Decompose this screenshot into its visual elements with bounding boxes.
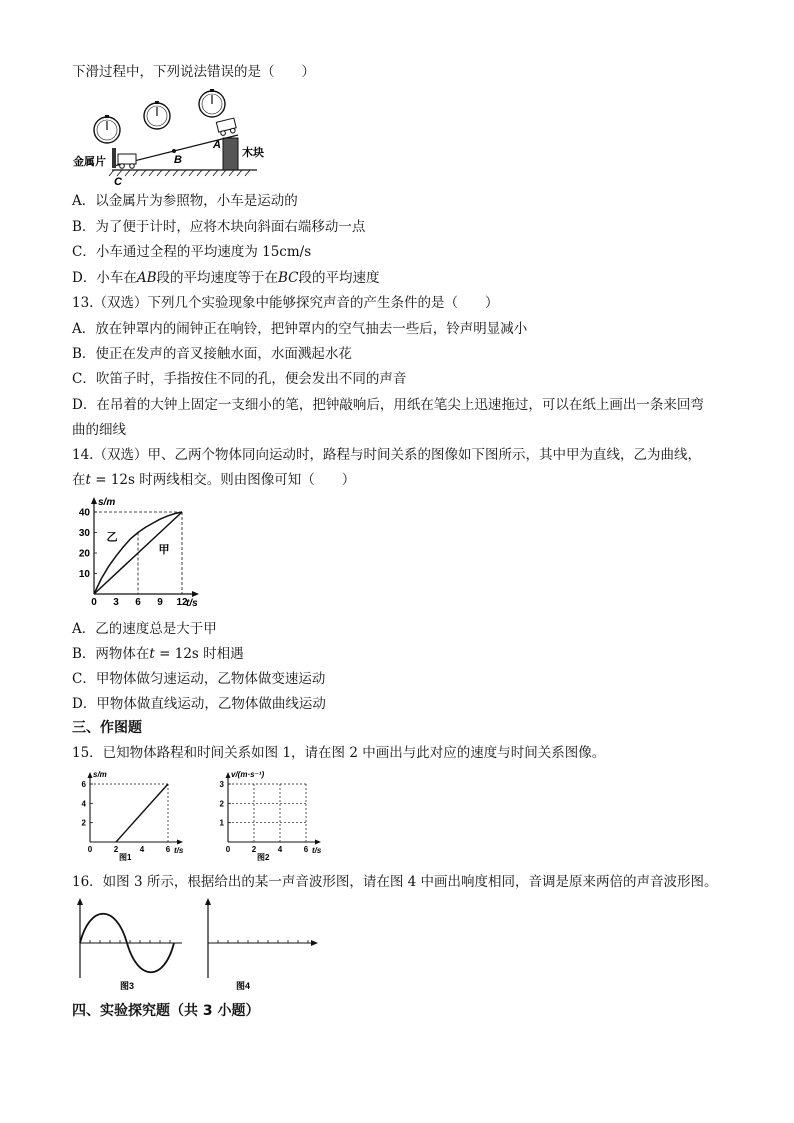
q13-option-a: A．放在钟罩内的闹钟正在响铃，把钟罩内的空气抽去一些后，铃声明显减小 bbox=[72, 321, 528, 337]
q14-option-a: A．乙的速度总是大于甲 bbox=[72, 621, 217, 637]
q14-distance-time-chart bbox=[72, 494, 202, 609]
q16-figure-3-waveform bbox=[72, 896, 192, 992]
section-4-heading: 四、实验探究题（共 3 小题） bbox=[72, 1003, 260, 1019]
x-axis-label: t/s bbox=[312, 846, 322, 855]
x-tick-label: 12 bbox=[176, 597, 188, 608]
x-tick-label: 4 bbox=[277, 845, 283, 854]
y-tick-label: 4 bbox=[81, 799, 86, 809]
x-tick-label: 2 bbox=[251, 845, 257, 854]
q14-option-c: C．甲物体做匀速运动，乙物体做变速运动 bbox=[72, 671, 326, 687]
y-tick-label: 2 bbox=[81, 818, 86, 828]
x-tick-label: 0 bbox=[91, 597, 97, 608]
q12-stem-tail: 下滑过程中，下列说法错误的是（ ） bbox=[72, 64, 315, 80]
section-3-heading: 三、作图题 bbox=[72, 720, 142, 736]
wood-block bbox=[223, 138, 238, 170]
q14-option-b: B．两物体在t = 12s 时相遇 bbox=[72, 646, 244, 662]
cart-bottom bbox=[118, 154, 136, 168]
cart-top bbox=[216, 118, 237, 136]
q16-figure-4-axes bbox=[200, 896, 325, 992]
q15-figure-2-chart bbox=[210, 768, 335, 863]
x-tick-label: 6 bbox=[165, 845, 171, 854]
x-axis-arrow bbox=[177, 840, 183, 845]
fig4-caption: 图4 bbox=[236, 981, 251, 991]
x-axis-arrow bbox=[315, 840, 321, 845]
fig3-caption: 图3 bbox=[120, 981, 135, 991]
label-block: 木块 bbox=[242, 147, 264, 159]
x-tick-label: 0 bbox=[225, 845, 231, 854]
y-axis-arrow bbox=[226, 772, 231, 778]
x-tick-label: 6 bbox=[303, 845, 309, 854]
q13-option-d-line1: D．在吊着的大钟上固定一支细小的笔，把钟敲响后，用纸在笔尖上迅速拖过，可以在纸上画出一条来回弯 bbox=[72, 397, 704, 413]
x-tick-label: 6 bbox=[135, 597, 141, 608]
y-tick-label: 30 bbox=[78, 528, 90, 539]
point-b-dot bbox=[172, 149, 176, 153]
q16-stem: 16．如图 3 所示，根据给出的某一声音波形图，请在图 4 中画出响度相同，音调是原来两倍的声音波形图。 bbox=[72, 874, 718, 890]
label-b: B bbox=[174, 154, 182, 166]
q14-option-d: D．甲物体做直线运动，乙物体做曲线运动 bbox=[72, 696, 326, 712]
q12-option-c: C．小车通过全程的平均速度为 15cm/s bbox=[72, 244, 312, 260]
series-yi-label: 乙 bbox=[106, 531, 118, 544]
q15-stem: 15．已知物体路程和时间关系如图 1，请在图 2 中画出与此对应的速度与时间关系图像。 bbox=[72, 745, 606, 761]
q12-option-d: D．小车在AB段的平均速度等于在BC段的平均速度 bbox=[72, 270, 380, 286]
y-tick-label: 1 bbox=[219, 818, 224, 828]
q13-option-b: B．使正在发声的音叉接触水面，水面溅起水花 bbox=[72, 346, 352, 362]
y-tick-label: 40 bbox=[78, 507, 90, 519]
figure-caption: 图1 bbox=[119, 853, 132, 862]
y-tick-label: 10 bbox=[78, 569, 90, 580]
q12-option-b: B．为了便于计时，应将木块向斜面右端移动一点 bbox=[72, 219, 366, 235]
x-tick-label: 2 bbox=[113, 845, 119, 854]
y-axis-arrow bbox=[88, 772, 93, 778]
stopwatch-2 bbox=[144, 101, 170, 129]
figure-caption: 图2 bbox=[257, 853, 270, 862]
q13-stem: 13.（双选）下列几个实验现象中能够探究声音的产生条件的是（ ） bbox=[72, 295, 499, 311]
q12-option-a: A．以金属片为参照物，小车是运动的 bbox=[72, 193, 298, 209]
y-axis-label: v/(m·s⁻¹) bbox=[231, 770, 265, 779]
label-c: C bbox=[114, 176, 122, 188]
label-a: A bbox=[213, 139, 221, 151]
q15-figure-1-chart bbox=[72, 768, 197, 863]
y-tick-label: 20 bbox=[78, 548, 90, 560]
x-tick-label: 0 bbox=[87, 845, 93, 854]
x-tick-label: 4 bbox=[139, 845, 145, 854]
q13-option-c: C．吹笛子时，手指按住不同的孔，便会发出不同的声音 bbox=[72, 371, 407, 387]
q14-stem-line2: 在t = 12s 时两线相交。则由图像可知（ ） bbox=[72, 472, 356, 488]
series-jia-label: 甲 bbox=[158, 544, 170, 556]
x-axis-arrow bbox=[192, 591, 199, 597]
y-tick-label: 2 bbox=[219, 799, 224, 809]
series-line bbox=[116, 784, 168, 842]
x-axis-label: t/s bbox=[186, 598, 198, 609]
q14-stem-line1: 14.（双选）甲、乙两个物体同向运动时，路程与时间关系的图像如下图所示，其中甲为直线，乙为曲线， bbox=[72, 447, 701, 463]
y-tick-label: 3 bbox=[219, 780, 224, 789]
label-metal: 金属片 bbox=[73, 156, 106, 168]
q12-incline-figure bbox=[72, 88, 287, 188]
y-axis-label: s/m bbox=[98, 497, 116, 508]
y-axis-arrow bbox=[91, 497, 97, 504]
q13-option-d-line2: 曲的细线 bbox=[72, 422, 126, 438]
stopwatch-1 bbox=[94, 115, 120, 143]
x-tick-label: 3 bbox=[113, 597, 119, 608]
x-tick-label: 9 bbox=[157, 597, 163, 608]
y-axis-label: s/m bbox=[93, 770, 107, 779]
x-axis-label: t/s bbox=[174, 846, 184, 855]
stopwatch-3 bbox=[199, 89, 225, 117]
y-tick-label: 6 bbox=[81, 780, 86, 789]
